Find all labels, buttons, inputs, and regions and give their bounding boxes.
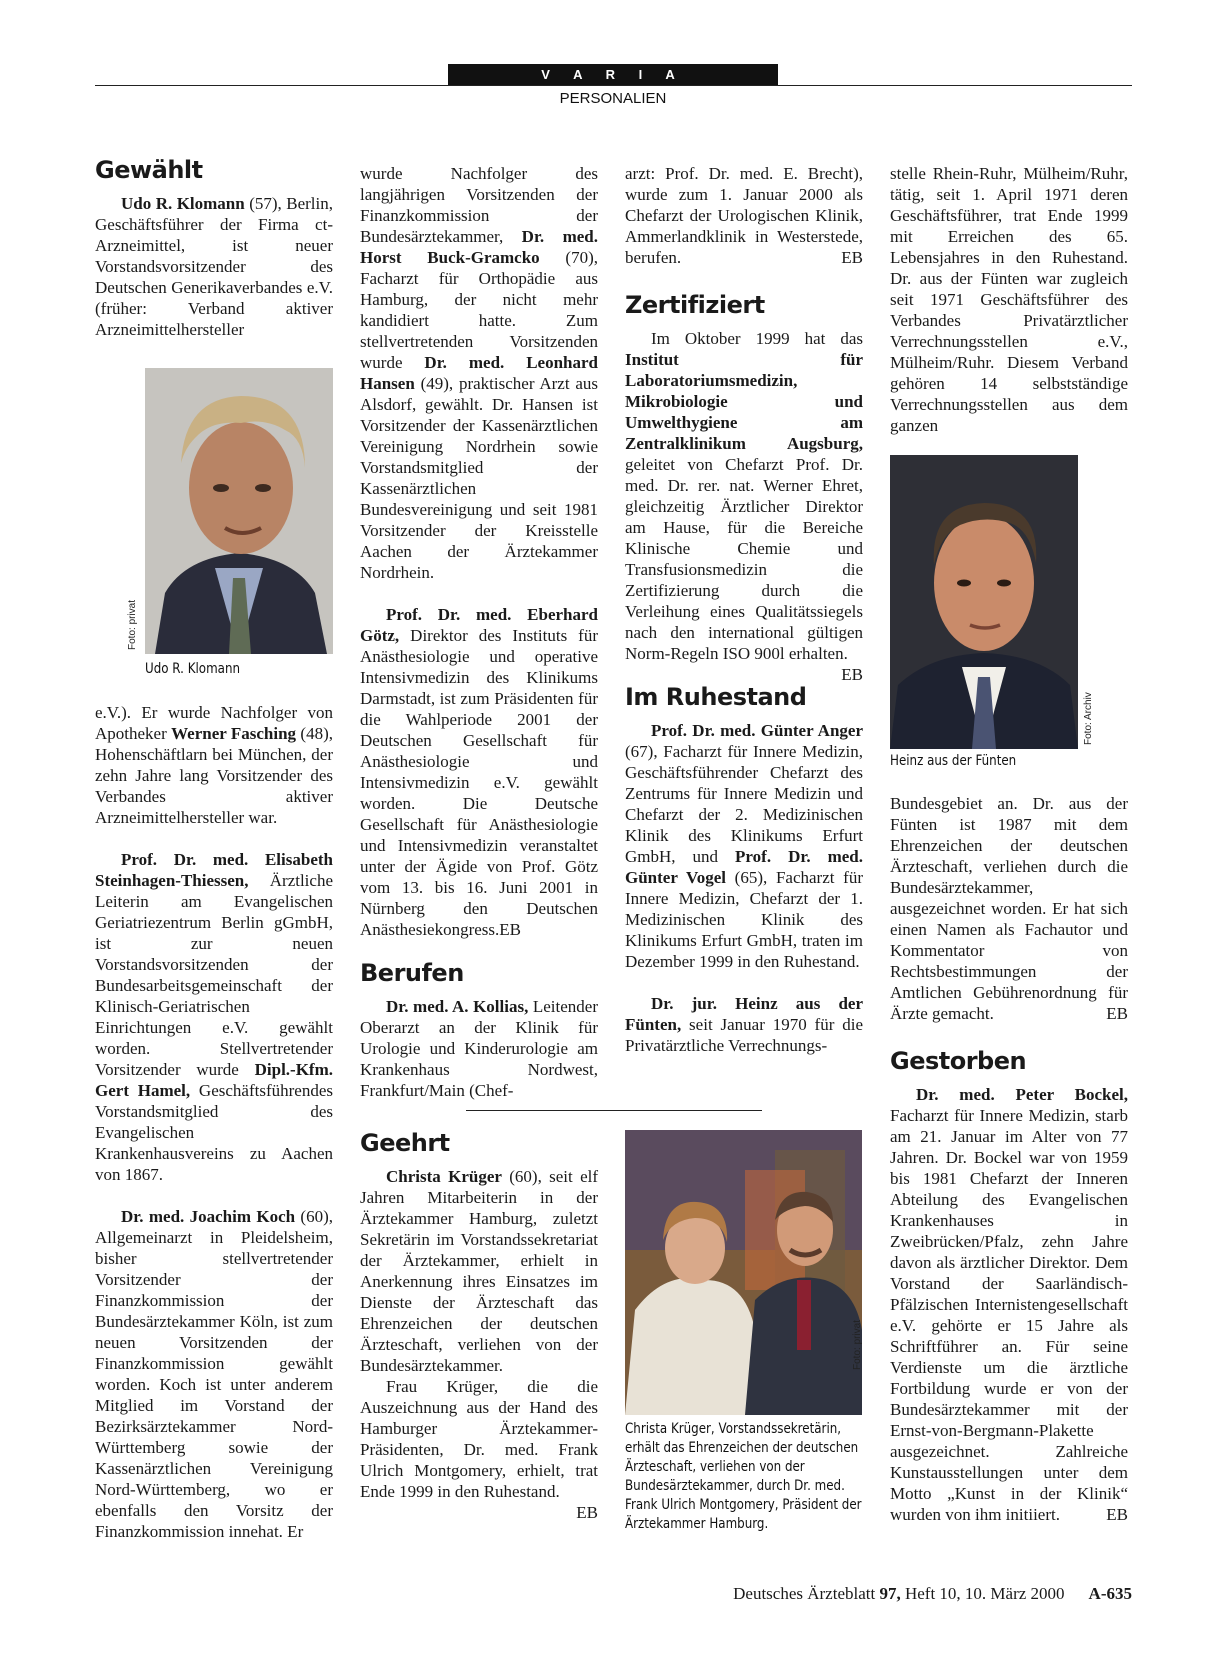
- article-steinhagen: Prof. Dr. med. Elisabeth Steinhagen-Thiessen, Ärztliche Leiterin am Evangelischen Geriatriezentrum Berlin gGmbH, ist zur neuen Vorstandsvorsitzenden der Bundesarbeitsgemeinschaft der Klinisch-Geriatrischen Einrichtungen e.V. gewählt worden. Stellvertretender Vorsitzender wurde Dipl.-Kfm. Gert Hamel, Geschäftsführendes Vorstandsmitglied des Evangelischen Krankenhausvereins zu Aachen von 1867.: [95, 850, 333, 1184]
- person-name: Dr. jur. Heinz aus der Fünten,: [625, 994, 863, 1034]
- portrait-klomann-image: [145, 368, 333, 654]
- section-divider: [466, 1110, 762, 1111]
- photo-credit: Foto: privat: [852, 1319, 863, 1370]
- photo-caption: Udo R. Klomann: [145, 661, 241, 677]
- person-name: Dr. med. Peter Bockel,: [916, 1085, 1128, 1104]
- author-initials: EB: [499, 920, 522, 939]
- photo-credit: Foto: privat: [127, 599, 138, 650]
- column-2: [360, 163, 598, 1101]
- author-initials: EB: [841, 248, 863, 267]
- photo-aus-der-fuenten: [890, 455, 1078, 749]
- subsection-label: PERSONALIEN: [559, 90, 667, 107]
- article-zertifizierung: Im Oktober 1999 hat das Institut für Laboratoriumsmedizin, Mikrobiologie und Umwelthygiene am Zentralklinikum Augsburg, geleitet von Chefarzt Prof. Dr. med. Dr. rer. nat. Werner Ehret, gleichzeitig Ärztlicher Direktor am Hause, für die Bereiche Klinische Chemie und Transfusionsmedizin die Zertifizierung durch die Verleihung eines Qualitätssiegels nach den international gültigen Norm-Regeln ISO 900l erhalten. EB: [625, 329, 863, 684]
- article-krueger: Christa Krüger (60), seit elf Jahren Mitarbeiterin in der Ärztekammer Hamburg, zuletzt Sekretärin im Vorstandssekretariat der Ärztekammer, erhielt in Anerkennung ihres Einsatzes im Dienste der Ärzteschaft das Ehrenzeichen der deutschen Ärzteschaft, verliehen von der Bundesärztekammer.: [360, 1167, 599, 1375]
- column-1: [95, 155, 333, 340]
- person-name: Prof. Dr. med. Günter Vogel: [625, 847, 863, 887]
- person-name: Dr. med. Leonhard Hansen: [360, 353, 599, 393]
- person-name: Dr. med. A. Kollias,: [386, 997, 529, 1016]
- photo-caption: Heinz aus der Fünten: [890, 753, 1017, 769]
- article-koch: Dr. med. Joachim Koch (60), Allgemeinarzt in Pleidelsheim, bisher stellvertretender Vorsitzender der Finanzkommission der Bundesärztekammer Köln, ist zum neuen Vorsitzenden der Finanzkommission gewählt worden. Koch ist unter anderem Mitglied im Vorstand der Bezirksärztekammer Nord-Württemberg sowie der Kassenärztlichen Vereinigung Nord-Württemberg, wo er ebenfalls den Vorsitz der Finanzkommission innehat. Er: [95, 1207, 333, 1541]
- person-name: Christa Krüger: [386, 1167, 502, 1186]
- article-bockel: Dr. med. Peter Bockel, Facharzt für Innere Medizin, starb am 21. Januar im Alter von 77 Jahren. Dr. Bockel war von 1959 bis 1981 Chefarzt der Inneren Abteilung des Evangelischen Krankenhauses in Zweibrücken/Pfalz, zehn Jahre davon als ärztlicher Direktor. Dem Vorstand der Saarländisch-Pfälzischen Internistengesellschaft e.V. gehörte er 15 Jahre als Schriftführer an. Für seine Verdienste um die ärztliche Fortbildung wurde er von der Bundesärztekammer mit der Ernst-von-Bergmann-Plakette ausgezeichnet. Zahlreiche Kunstausstellungen unter dem Motto „Kunst in der Klinik“ wurden von ihm initiiert. EB: [890, 1085, 1128, 1524]
- journal-issue: Heft 10, 10. März 2000: [900, 1584, 1065, 1603]
- heading-zertifiziert: Zertifiziert: [625, 291, 765, 319]
- institution-name: Institut für Laboratoriumsmedizin, Mikrobiologie und Umwelthygiene am Zentralklinikum Augsburg,: [625, 350, 863, 453]
- article-kollias-cont: arzt: Prof. Dr. med. E. Brecht), wurde zum 1. Januar 2000 als Chefarzt der Urologischen Klinik, Ammerlandklinik in Westerstede, berufen. EB: [625, 164, 863, 267]
- page-footer: [95, 1584, 1132, 1604]
- column-4-continued: [890, 793, 1128, 1525]
- photo-krueger-montgomery: [625, 1130, 862, 1415]
- article-anger-vogel: Prof. Dr. med. Günter Anger (67), Facharzt für Innere Medizin, Geschäftsführender Chefarzt des Zentrums für Innere Medizin und Chefarzt der 2. Medizinischen Klinik des Klinikums Erfurt GmbH, und Prof. Dr. med. Günter Vogel (65), Facharzt für Innere Medizin, Chefarzt der 1. Medizinischen Klinik des Klinikums Erfurt GmbH, traten im Dezember 1999 in den Ruhestand.: [625, 721, 863, 971]
- person-name: Prof. Dr. med. Günter Anger: [651, 721, 863, 740]
- article-klomann: [95, 193, 333, 340]
- header-rule: [95, 85, 1132, 86]
- heading-gewaehlt: Gewählt: [95, 156, 203, 184]
- person-name: Dipl.-Kfm. Gert Hamel,: [95, 1060, 333, 1100]
- photo-credit: Foto: Archiv: [1083, 692, 1094, 745]
- journal-volume: 97,: [879, 1584, 901, 1603]
- article-aus-der-fuenten-cont: stelle Rhein-Ruhr, Mülheim/Ruhr, tätig, seit 1. April 1971 deren Geschäftsführer, trat Ende 1999 mit Erreichen des 65. Lebensjahres in den Ruhestand. Dr. aus der Fünten war zugleich seit 1971 Geschäftsführer des Verbandes Privatärztlicher Verrechnungsstellen e.V., Mülheim/Ruhr. Diesem Verband gehören 14 selbstständige Verrechnungsstellen aus dem ganzen: [890, 164, 1128, 435]
- photo-caption: Christa Krüger, Vorstandssekretärin, erhält das Ehrenzeichen der deutschen Ärzteschaft, verliehen von der Bundesärztekammer, durch Dr. med. Frank Ulrich Montgomery, Präsident der Ärztekammer Hamburg.: [625, 1421, 862, 1532]
- heading-berufen: Berufen: [360, 959, 464, 987]
- section-label: V A R I A: [448, 64, 778, 86]
- heading-geehrt: Geehrt: [360, 1129, 450, 1157]
- person-name: Werner Fasching: [171, 724, 297, 743]
- journal-name: Deutsches Ärzteblatt: [733, 1584, 880, 1603]
- column-1-continued: [95, 702, 333, 1542]
- author-initials: EB: [1106, 1505, 1128, 1524]
- author-initials: EB: [576, 1503, 598, 1522]
- heading-ruhestand: Im Ruhestand: [625, 683, 807, 711]
- person-name: Prof. Dr. med. Elisabeth Steinhagen-Thiessen,: [95, 850, 333, 890]
- column-3: [625, 163, 863, 1056]
- article-kollias: Dr. med. A. Kollias, Leitender Oberarzt an der Klinik für Urologie und Kinderurologie am Krankenhaus Nordwest, Frankfurt/Main (Chef-: [360, 997, 598, 1100]
- ceremony-image: [625, 1130, 862, 1415]
- column-geehrt: [360, 1128, 598, 1523]
- article-koch-cont: wurde Nachfolger des langjährigen Vorsitzenden der Finanzkommission der Bundesärztekammer, Dr. med. Horst Buck-Gramcko (70), Facharzt für Orthopädie aus Hamburg, der nicht mehr kandidiert hatte. Zum stellvertretenden Vorsitzenden wurde Dr. med. Leonhard Hansen (49), praktischer Arzt aus Alsdorf, gewählt. Dr. Hansen ist Vorsitzender der Kassenärztlichen Vereinigung Nordrhein sowie Vorstandsmitglied der Kassenärztlichen Bundesvereinigung und seit 1981 Vorsitzender der Kreisstelle Aachen der Ärztekammer Nordrhein.: [360, 164, 599, 582]
- article-text: (57), Berlin, Geschäftsführer der Firma ct-Arzneimittel, ist neuer Vorstandsvorsitzender des Deutschen Generikaverbandes e.V. (früher: Verband aktiver Arzneimittelhersteller: [95, 194, 333, 339]
- article-aus-der-fuenten-end: Bundesgebiet an. Dr. aus der Fünten ist 1987 mit dem Ehrenzeichen der deutschen Ärzteschaft, verliehen durch die Bundesärztekammer, ausgezeichnet worden. Er hat sich einen Namen als Fachautor und Kommentator von Rechtsbestimmungen der Amtlichen Gebührenordnung für Ärzte gemacht. EB: [890, 794, 1128, 1023]
- person-name: Dr. med. Horst Buck-Gramcko: [360, 227, 598, 267]
- column-4: [890, 163, 1128, 436]
- author-initials: EB: [1106, 1004, 1128, 1023]
- heading-gestorben: Gestorben: [890, 1047, 1027, 1075]
- article-goetz: Prof. Dr. med. Eberhard Götz, Direktor des Instituts für Anästhesiologie und operative Intensivmedizin des Klinikums Darmstadt, ist zum Präsidenten für die Wahlperiode 2001 der Deutschen Gesellschaft für Anästhesiologie und Intensivmedizin e.V. gewählt worden. Die Deutsche Gesellschaft für Anästhesiologie und Intensivmedizin veranstaltet unter der Ägide von Prof. Götz vom 13. bis 16. Juni 2001 in Nürnberg den Deutschen Anästhesiekongress.EB: [360, 605, 598, 939]
- person-name: Prof. Dr. med. Eberhard Götz,: [360, 605, 598, 645]
- page-number: A-635: [1088, 1584, 1132, 1603]
- person-name: Dr. med. Joachim Koch: [121, 1207, 296, 1226]
- author-initials: EB: [841, 665, 863, 684]
- article-aus-der-fuenten: Dr. jur. Heinz aus der Fünten, seit Januar 1970 für die Privatärztliche Verrechnungs-: [625, 994, 863, 1055]
- person-name: Udo R. Klomann: [121, 194, 245, 213]
- article-klomann-cont: e.V.). Er wurde Nachfolger von Apotheker Werner Fasching (48), Hohenschäftlarn bei München, der zehn Jahre lang Vorsitzender des Verbandes aktiver Arzneimittelhersteller war.: [95, 703, 333, 827]
- photo-klomann: [145, 368, 333, 654]
- portrait-aus-der-fuenten-image: [890, 455, 1078, 749]
- article-krueger-cont: Frau Krüger, die die Auszeichnung aus der Hand des Hamburger Ärztekammer-Präsidenten, Dr. med. Frank Ulrich Montgomery, erhielt, trat Ende 1999 in den Ruhestand. EB: [360, 1377, 598, 1522]
